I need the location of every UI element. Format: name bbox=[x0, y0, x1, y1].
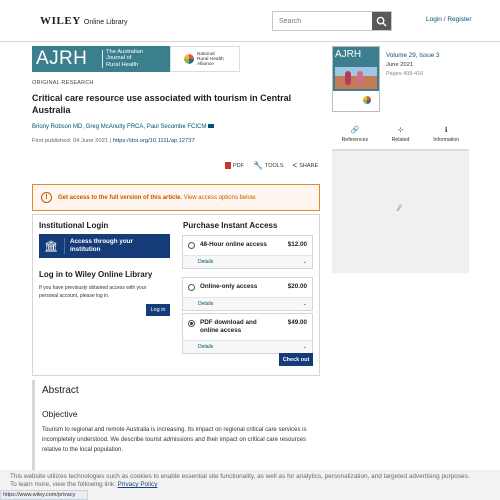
wrench-icon: 🔧 bbox=[253, 161, 263, 170]
option-radio-selected[interactable] bbox=[188, 320, 195, 327]
purchase-option[interactable] bbox=[182, 277, 313, 311]
link-icon: 🔗 bbox=[350, 127, 360, 134]
journal-banner[interactable] bbox=[32, 46, 170, 72]
institution-access-button[interactable] bbox=[39, 234, 170, 258]
tab-label: Information bbox=[433, 137, 460, 143]
logo-sub: Online Library bbox=[83, 19, 128, 26]
option-radio[interactable] bbox=[188, 284, 195, 291]
published-label: First published: bbox=[32, 138, 72, 144]
privacy-policy-link[interactable]: Privacy Policy bbox=[117, 481, 158, 488]
journal-name-line: The Australian bbox=[106, 49, 144, 55]
share-icon: < bbox=[292, 161, 298, 170]
loading-spinner-icon: ⁄⁄ bbox=[398, 203, 402, 213]
wol-login-heading: Log in to Wiley Online Library bbox=[39, 270, 153, 279]
published-date: 04 June 2021 bbox=[72, 138, 109, 144]
partner-logo[interactable] bbox=[170, 46, 240, 72]
purchase-heading: Purchase Instant Access bbox=[183, 221, 278, 230]
abstract-heading: Abstract bbox=[42, 385, 79, 396]
login-button[interactable]: Log in bbox=[146, 304, 170, 316]
cover-title: AJRH bbox=[335, 49, 362, 60]
objective-heading: Objective bbox=[42, 409, 78, 419]
chevron-down-icon: ⌄ bbox=[302, 301, 307, 307]
access-banner bbox=[32, 184, 320, 211]
search-icon bbox=[376, 16, 387, 27]
journal-name bbox=[106, 49, 143, 68]
login-register-link[interactable]: Login / Register bbox=[426, 16, 472, 23]
cover-footer bbox=[333, 91, 379, 111]
chevron-down-icon: ⌄ bbox=[302, 344, 307, 350]
issue-date: June 2021 bbox=[386, 62, 414, 68]
details-label: Details bbox=[198, 301, 214, 307]
doi-link[interactable]: https://doi.org/10.1111/ajr.12737 bbox=[112, 138, 195, 144]
partner-name-line: Rural Health bbox=[197, 57, 224, 63]
details-label: Details bbox=[198, 344, 214, 350]
search-button[interactable] bbox=[372, 12, 391, 30]
option-price: $49.00 bbox=[287, 319, 307, 326]
option-details-toggle[interactable] bbox=[183, 255, 312, 268]
journal-abbrev: AJRH bbox=[36, 48, 88, 69]
purchase-option[interactable] bbox=[182, 313, 313, 354]
view-access-options-link[interactable]: View access options below. bbox=[183, 194, 257, 201]
cover-logo-icon bbox=[363, 96, 371, 104]
access-panel bbox=[32, 214, 320, 376]
side-panel-content bbox=[332, 149, 469, 273]
option-details-toggle[interactable] bbox=[183, 340, 312, 353]
tools-button[interactable] bbox=[253, 161, 284, 170]
info-icon: ℹ bbox=[444, 127, 448, 134]
tab-label: References bbox=[341, 137, 369, 143]
details-label: Details bbox=[198, 259, 214, 265]
institution-button-label: Access through your institution bbox=[64, 238, 154, 254]
issue-link[interactable]: Volume 29, Issue 3 bbox=[386, 52, 440, 59]
option-name: Online-only access bbox=[200, 283, 258, 290]
network-icon: ⊹ bbox=[397, 127, 404, 134]
share-button[interactable] bbox=[293, 161, 319, 170]
abstract-text: Tourism to regional and remote Australia is increasing. Its impact on regional critical care services is incompletely understood. We describe tourist admissions and their impact on critical care resources relative to the local population. bbox=[42, 427, 307, 453]
option-radio[interactable] bbox=[188, 242, 195, 249]
pdf-label: PDF bbox=[233, 162, 244, 169]
info-icon: ! bbox=[41, 192, 52, 203]
institution-icon: 🏛 bbox=[44, 240, 58, 253]
cookie-text-prefix: To learn more, view the following link: bbox=[10, 481, 116, 488]
wol-login-text: If you have previously obtained access with your personal account, please log in. bbox=[39, 285, 147, 299]
abstract-section bbox=[32, 380, 320, 470]
pdf-button[interactable] bbox=[225, 162, 244, 169]
article-tools bbox=[225, 161, 318, 170]
access-text: Get access to the full version of this article. bbox=[58, 194, 183, 201]
partner-name-line: Alliance bbox=[197, 62, 214, 68]
article-title: Critical care resource use associated with tourism in Central Australia bbox=[32, 93, 292, 115]
journal-cover[interactable] bbox=[332, 46, 380, 112]
publication-info bbox=[32, 138, 195, 144]
article-type: ORIGINAL RESEARCH bbox=[32, 80, 94, 86]
logo-main: WILEY bbox=[40, 15, 81, 27]
share-label: SHARE bbox=[299, 162, 319, 169]
partner-name bbox=[197, 52, 224, 68]
tab-related[interactable] bbox=[378, 122, 424, 147]
journal-name-line: Journal of bbox=[106, 55, 132, 62]
tab-references[interactable] bbox=[332, 122, 378, 147]
partner-name-line: National bbox=[197, 52, 215, 57]
side-tabs bbox=[332, 122, 469, 147]
status-bar-url: https://www.wiley.com/privacy bbox=[0, 490, 88, 500]
chevron-down-icon: ⌄ bbox=[302, 259, 307, 265]
search-box bbox=[272, 11, 392, 31]
cookie-text: This website utilizes technologies such as cookies to enable essential site functionality, as well as for analytics, personalization, and targeted advertising purposes. bbox=[10, 473, 470, 480]
cover-photo bbox=[335, 67, 377, 89]
option-details-toggle[interactable] bbox=[183, 297, 312, 310]
partner-logo-icon bbox=[184, 54, 194, 64]
banner-divider bbox=[102, 50, 103, 68]
separator: | bbox=[109, 138, 112, 144]
author-list bbox=[32, 124, 214, 130]
authors-link[interactable]: Briony Robson MD, Greg McAnulty FRCA, Paul Secombe FCICM bbox=[32, 124, 207, 130]
search-input[interactable] bbox=[273, 12, 372, 30]
issue-pages: Pages 408-416 bbox=[386, 71, 424, 77]
pdf-icon bbox=[225, 162, 231, 169]
institutional-login-heading: Institutional Login bbox=[39, 221, 109, 230]
cookie-text-line2 bbox=[10, 481, 157, 488]
checkout-button[interactable]: Check out bbox=[279, 353, 313, 366]
access-message bbox=[58, 195, 257, 201]
wiley-logo[interactable] bbox=[40, 15, 127, 27]
purchase-option[interactable] bbox=[182, 235, 313, 269]
site-header bbox=[0, 0, 500, 42]
tools-label: TOOLS bbox=[264, 162, 284, 169]
email-icon[interactable] bbox=[208, 124, 214, 128]
journal-name-line: Rural Health bbox=[106, 61, 139, 68]
option-price: $12.00 bbox=[287, 241, 307, 248]
option-price: $20.00 bbox=[287, 283, 307, 290]
tab-information[interactable] bbox=[423, 122, 469, 147]
option-name: PDF download and online access bbox=[200, 319, 257, 334]
tab-label: Related bbox=[391, 137, 410, 143]
option-name: 48-Hour online access bbox=[200, 241, 267, 248]
